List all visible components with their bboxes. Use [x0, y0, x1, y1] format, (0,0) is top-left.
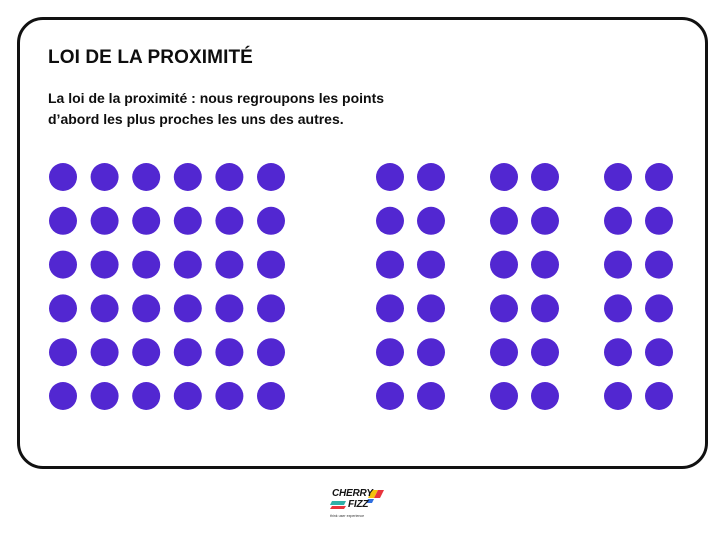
grid-dot	[215, 294, 243, 322]
grid-dot	[215, 338, 243, 366]
grid-dot	[91, 207, 119, 235]
logo-text-line2: FIZZ	[348, 499, 369, 510]
logo-tagline: think user experience	[330, 514, 365, 518]
paired-dot	[490, 382, 518, 410]
grid-dot	[49, 382, 77, 410]
grid-dot	[132, 294, 160, 322]
paired-dot	[376, 294, 404, 322]
grid-dot	[49, 207, 77, 235]
grid-dot	[132, 163, 160, 191]
paired-dot	[645, 294, 673, 322]
paired-dot	[376, 163, 404, 191]
grid-dot	[174, 382, 202, 410]
paired-dot	[531, 251, 559, 279]
grid-dot	[132, 207, 160, 235]
grid-dot	[91, 382, 119, 410]
grid-dot	[174, 163, 202, 191]
paired-dot	[645, 382, 673, 410]
paired-dot	[376, 338, 404, 366]
grid-dot	[49, 251, 77, 279]
grid-dot	[132, 338, 160, 366]
paired-dot	[604, 382, 632, 410]
paired-dot	[531, 294, 559, 322]
grid-dot	[174, 338, 202, 366]
paired-dot	[417, 251, 445, 279]
cherry-fizz-logo	[328, 486, 392, 530]
paired-dot	[645, 338, 673, 366]
grid-dot	[215, 207, 243, 235]
paired-dot	[417, 294, 445, 322]
grid-dot	[132, 382, 160, 410]
grid-dot	[49, 338, 77, 366]
paired-dot	[490, 251, 518, 279]
paired-dot	[645, 207, 673, 235]
grid-dot	[49, 163, 77, 191]
grid-dot	[91, 294, 119, 322]
grid-dot	[257, 251, 285, 279]
grid-dot	[257, 382, 285, 410]
paired-dot	[531, 338, 559, 366]
grid-dot	[49, 294, 77, 322]
paired-dot	[604, 251, 632, 279]
grid-dot	[215, 163, 243, 191]
paired-dot	[645, 251, 673, 279]
grid-dot	[257, 163, 285, 191]
paired-dot	[490, 163, 518, 191]
grid-dot	[215, 251, 243, 279]
paired-dot	[490, 207, 518, 235]
paired-dot	[376, 382, 404, 410]
paired-dot	[490, 338, 518, 366]
grid-dot	[91, 338, 119, 366]
paired-dot	[376, 251, 404, 279]
grid-dot	[215, 382, 243, 410]
description-text: La loi de la proximité : nous regroupons les points d’abord les plus proches les uns des autres.	[48, 90, 385, 127]
paired-dot	[417, 207, 445, 235]
grid-dot	[91, 251, 119, 279]
paired-dot	[604, 294, 632, 322]
paired-dot	[376, 207, 404, 235]
paired-dot	[531, 207, 559, 235]
paired-dot	[490, 294, 518, 322]
grid-dot	[174, 251, 202, 279]
paired-dot	[531, 163, 559, 191]
paired-dot	[604, 338, 632, 366]
paired-dot	[604, 207, 632, 235]
grid-dot	[91, 163, 119, 191]
grid-dot	[174, 294, 202, 322]
grid-dot	[257, 338, 285, 366]
paired-dot	[417, 382, 445, 410]
grid-dot	[174, 207, 202, 235]
paired-dot	[417, 163, 445, 191]
page-title: LOI DE LA PROXIMITÉ	[48, 47, 253, 68]
logo-text-line1: CHERRY	[332, 488, 373, 499]
paired-dot	[604, 163, 632, 191]
paired-dot	[531, 382, 559, 410]
grid-dot	[132, 251, 160, 279]
paired-dot	[417, 338, 445, 366]
grid-dot	[257, 207, 285, 235]
grid-dot	[257, 294, 285, 322]
paired-dot	[645, 163, 673, 191]
